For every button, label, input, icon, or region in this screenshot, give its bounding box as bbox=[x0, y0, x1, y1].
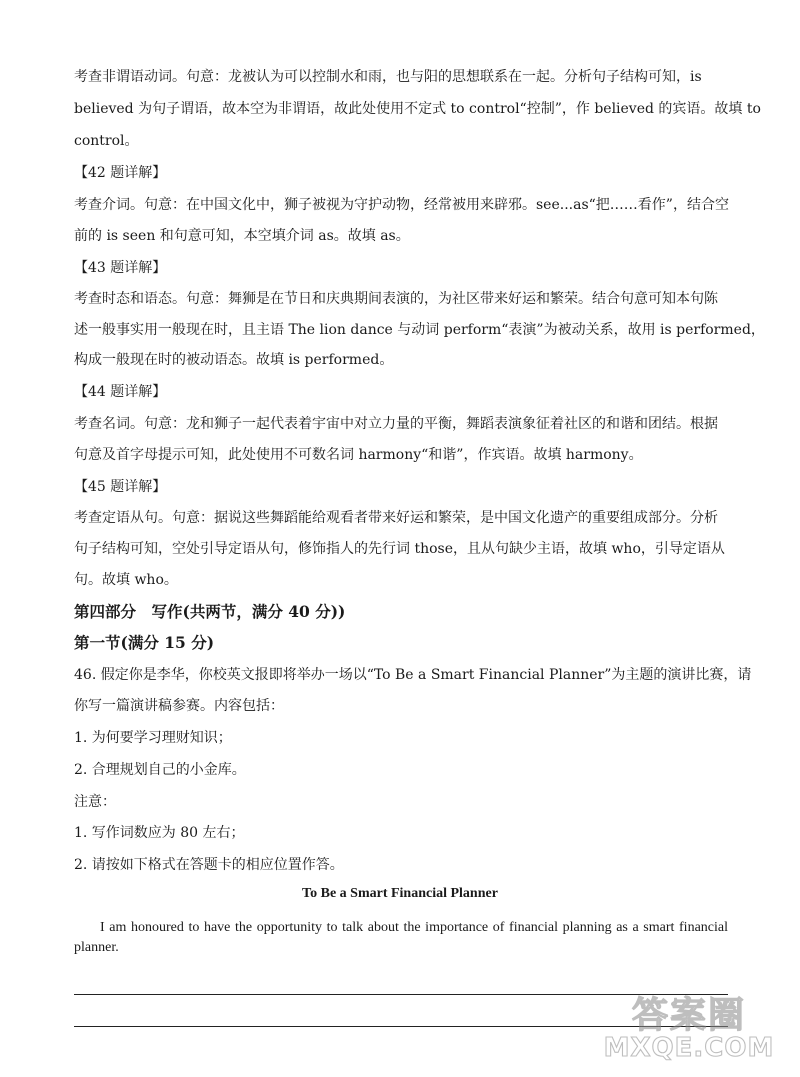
task-line: 46. 假定你是李华，你校英文报即将举办一场以“To Be a Smart Financial Planner”为主题的演讲比赛，请 bbox=[74, 667, 752, 683]
task-line: 2. 合理规划自己的小金库。 bbox=[74, 762, 246, 778]
explanation-line: 述一般事实用一般现在时，且主语 The lion dance 与动词 perform“表演”为被动关系，故用 is performed， bbox=[74, 322, 765, 338]
explanation-line: 考查介词。句意：在中国文化中，狮子被视为守护动物，经常被用来辟邪。see...as“把……看作”，结合空 bbox=[74, 197, 729, 213]
explanation-line: control。 bbox=[74, 133, 139, 149]
question-detail-heading: 【43 题详解】 bbox=[74, 260, 167, 276]
question-detail-heading: 【45 题详解】 bbox=[74, 479, 167, 495]
explanation-line: 前的 is seen 和句意可知，本空填介词 as。故填 as。 bbox=[74, 228, 410, 244]
explanation-line: 考查非谓语动词。句意：龙被认为可以控制水和雨，也与阳的思想联系在一起。分析句子结构可知，is bbox=[74, 69, 702, 85]
site-watermark bbox=[594, 987, 784, 1069]
explanation-line: 构成一般现在时的被动语态。故填 is performed。 bbox=[74, 352, 394, 368]
explanation-line: 句。故填 who。 bbox=[74, 572, 178, 588]
task-line: 1. 为何要学习理财知识； bbox=[74, 730, 232, 746]
explanation-line: 考查定语从句。句意：据说这些舞蹈能给观看者带来好运和繁荣，是中国文化遗产的重要组成部分。分析 bbox=[74, 510, 718, 526]
question-detail-heading: 【44 题详解】 bbox=[74, 384, 167, 400]
explanation-line: 考查时态和语态。句意：舞狮是在节日和庆典期间表演的，为社区带来好运和繁荣。结合句意可知本句陈 bbox=[74, 291, 718, 307]
part-heading: 第四部分 写作(共两节，满分 40 分)) bbox=[74, 602, 346, 621]
task-line: 你写一篇演讲稿参赛。内容包括： bbox=[74, 698, 284, 714]
question-detail-heading: 【42 题详解】 bbox=[74, 165, 167, 181]
task-line: 2. 请按如下格式在答题卡的相应位置作答。 bbox=[74, 857, 344, 873]
section-heading: 第一节(满分 15 分) bbox=[74, 633, 215, 652]
explanation-line: 句意及首字母提示可知，此处使用不可数名词 harmony“和谐”，作宾语。故填 harmony。 bbox=[74, 447, 643, 463]
task-line: 注意： bbox=[74, 794, 116, 810]
essay-title: To Be a Smart Financial Planner bbox=[302, 886, 498, 901]
explanation-line: 句子结构可知，空处引导定语从句，修饰指人的先行词 those，且从句缺少主语，故填 who，引导定语从 bbox=[74, 541, 725, 557]
explanation-line: believed 为句子谓语，故本空为非谓语，故此处使用不定式 to control“控制”，作 believed 的宾语。故填 to bbox=[74, 101, 761, 117]
explanation-line: 考查名词。句意：龙和狮子一起代表着宇宙中对立力量的平衡，舞蹈表演象征着社区的和谐和团结。根据 bbox=[74, 416, 718, 432]
essay-opening: I am honoured to have the opportunity to talk about the importance of financial planning as a smart financial planner. bbox=[74, 920, 728, 955]
watermark-logo-text: 答案圈 bbox=[631, 995, 746, 1036]
task-line: 1. 写作词数应为 80 左右； bbox=[74, 825, 245, 841]
watermark-domain: MXQE.COM bbox=[603, 1033, 775, 1063]
